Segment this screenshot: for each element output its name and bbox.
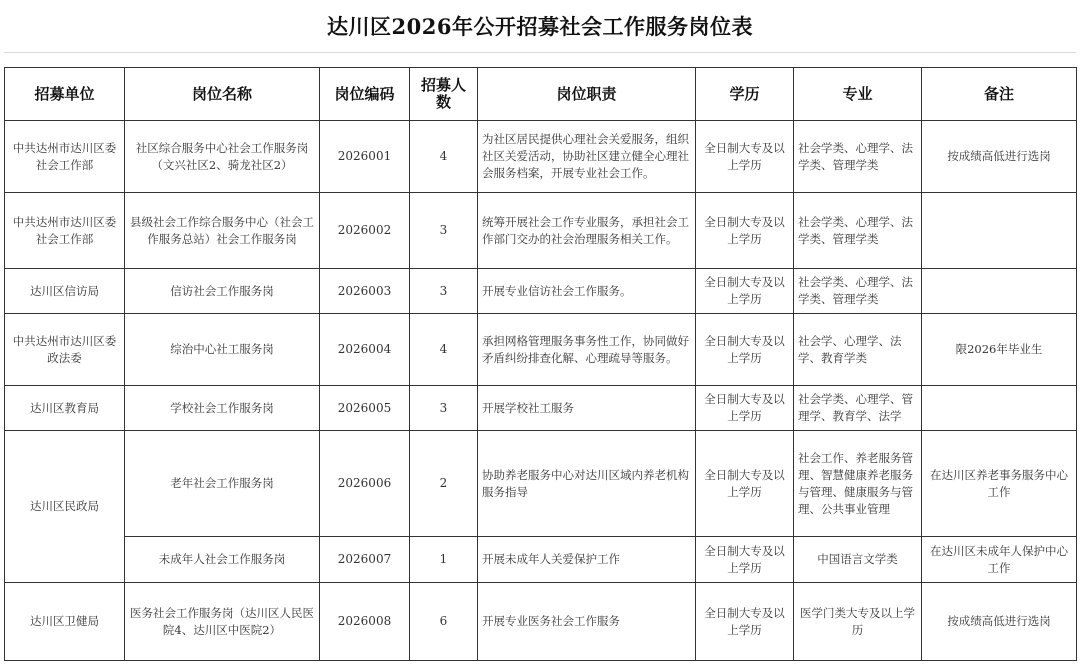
cell-note: 在达川区养老事务服务中心工作 — [922, 431, 1077, 537]
cell-unit: 达川区卫健局 — [5, 583, 125, 661]
title-divider — [4, 52, 1076, 53]
table-row — [5, 193, 1077, 269]
table-row — [5, 386, 1077, 431]
cell-position-code: 2026003 — [320, 269, 410, 314]
cell-duty: 协助养老服务中心对达川区域内养老机构服务指导 — [478, 431, 696, 537]
cell-position-code: 2026008 — [320, 583, 410, 661]
cell-major: 医学门类大专及以上学历 — [794, 583, 922, 661]
cell-duty: 开展专业信访社会工作服务。 — [478, 269, 696, 314]
table-row — [5, 583, 1077, 661]
cell-education: 全日制大专及以上学历 — [696, 537, 794, 583]
cell-count: 4 — [410, 314, 478, 386]
header-count: 招募人数 — [410, 68, 478, 121]
cell-unit: 达川区教育局 — [5, 386, 125, 431]
cell-note: 限2026年毕业生 — [922, 314, 1077, 386]
recruitment-table — [4, 67, 1077, 661]
cell-position-code: 2026007 — [320, 537, 410, 583]
cell-note — [922, 193, 1077, 269]
cell-duty: 开展未成年人关爱保护工作 — [478, 537, 696, 583]
cell-count: 2 — [410, 431, 478, 537]
cell-duty: 为社区居民提供心理社会关爱服务，组织社区关爱活动，协助社区建立健全心理社会服务档案，开展专业社会工作。 — [478, 121, 696, 193]
table-row — [5, 431, 1077, 537]
cell-unit: 中共达州市达川区委政法委 — [5, 314, 125, 386]
cell-duty: 开展学校社工服务 — [478, 386, 696, 431]
header-note: 备注 — [922, 68, 1077, 121]
cell-position-code: 2026005 — [320, 386, 410, 431]
cell-duty: 开展专业医务社会工作服务 — [478, 583, 696, 661]
header-position-name: 岗位名称 — [125, 68, 320, 121]
cell-major: 社会工作、养老服务管理、智慧健康养老服务与管理、健康服务与管理、公共事业管理 — [794, 431, 922, 537]
cell-unit: 中共达州市达川区委社会工作部 — [5, 193, 125, 269]
cell-education: 全日制大专及以上学历 — [696, 314, 794, 386]
cell-position-name: 未成年人社会工作服务岗 — [125, 537, 320, 583]
cell-major: 社会学类、心理学、法学类、管理学类 — [794, 193, 922, 269]
cell-education: 全日制大专及以上学历 — [696, 193, 794, 269]
cell-note: 在达川区未成年人保护中心工作 — [922, 537, 1077, 583]
cell-major: 社会学、心理学、法学、教育学类 — [794, 314, 922, 386]
cell-duty: 承担网格管理服务事务性工作，协同做好矛盾纠纷排查化解、心理疏导等服务。 — [478, 314, 696, 386]
cell-major: 社会学类、心理学、法学类、管理学类 — [794, 269, 922, 314]
cell-note: 按成绩高低进行选岗 — [922, 583, 1077, 661]
table-header-row — [5, 68, 1077, 121]
cell-note — [922, 386, 1077, 431]
header-education: 学历 — [696, 68, 794, 121]
cell-position-name: 综治中心社工服务岗 — [125, 314, 320, 386]
cell-count: 1 — [410, 537, 478, 583]
cell-unit: 中共达州市达川区委社会工作部 — [5, 121, 125, 193]
table-row — [5, 537, 1077, 583]
cell-major: 社会学类、心理学、法学类、管理学类 — [794, 121, 922, 193]
cell-position-code: 2026001 — [320, 121, 410, 193]
cell-education: 全日制大专及以上学历 — [696, 269, 794, 314]
cell-position-name: 县级社会工作综合服务中心（社会工作服务总站）社会工作服务岗 — [125, 193, 320, 269]
header-duty: 岗位职责 — [478, 68, 696, 121]
cell-position-code: 2026006 — [320, 431, 410, 537]
header-unit: 招募单位 — [5, 68, 125, 121]
page-title: 达川区2026年公开招募社会工作服务岗位表 — [327, 14, 753, 39]
cell-education: 全日制大专及以上学历 — [696, 583, 794, 661]
cell-major: 中国语言文学类 — [794, 537, 922, 583]
cell-note — [922, 269, 1077, 314]
cell-count: 3 — [410, 269, 478, 314]
cell-position-name: 信访社会工作服务岗 — [125, 269, 320, 314]
header-major: 专业 — [794, 68, 922, 121]
cell-count: 6 — [410, 583, 478, 661]
cell-position-name: 老年社会工作服务岗 — [125, 431, 320, 537]
cell-note: 按成绩高低进行选岗 — [922, 121, 1077, 193]
cell-unit: 达川区信访局 — [5, 269, 125, 314]
cell-count: 3 — [410, 386, 478, 431]
cell-duty: 统筹开展社会工作专业服务，承担社会工作部门交办的社会治理服务相关工作。 — [478, 193, 696, 269]
cell-education: 全日制大专及以上学历 — [696, 386, 794, 431]
cell-count: 3 — [410, 193, 478, 269]
cell-education: 全日制大专及以上学历 — [696, 431, 794, 537]
cell-major: 社会学类、心理学、管理学、教育学、法学 — [794, 386, 922, 431]
cell-position-name: 医务社会工作服务岗（达川区人民医院4、达川区中医院2） — [125, 583, 320, 661]
table-row — [5, 269, 1077, 314]
cell-education: 全日制大专及以上学历 — [696, 121, 794, 193]
table-row — [5, 314, 1077, 386]
cell-unit: 达川区民政局 — [5, 431, 125, 583]
cell-count: 4 — [410, 121, 478, 193]
cell-position-code: 2026002 — [320, 193, 410, 269]
cell-position-code: 2026004 — [320, 314, 410, 386]
cell-position-name: 学校社会工作服务岗 — [125, 386, 320, 431]
table-row — [5, 121, 1077, 193]
header-position-code: 岗位编码 — [320, 68, 410, 121]
cell-position-name: 社区综合服务中心社会工作服务岗（文兴社区2、骑龙社区2） — [125, 121, 320, 193]
